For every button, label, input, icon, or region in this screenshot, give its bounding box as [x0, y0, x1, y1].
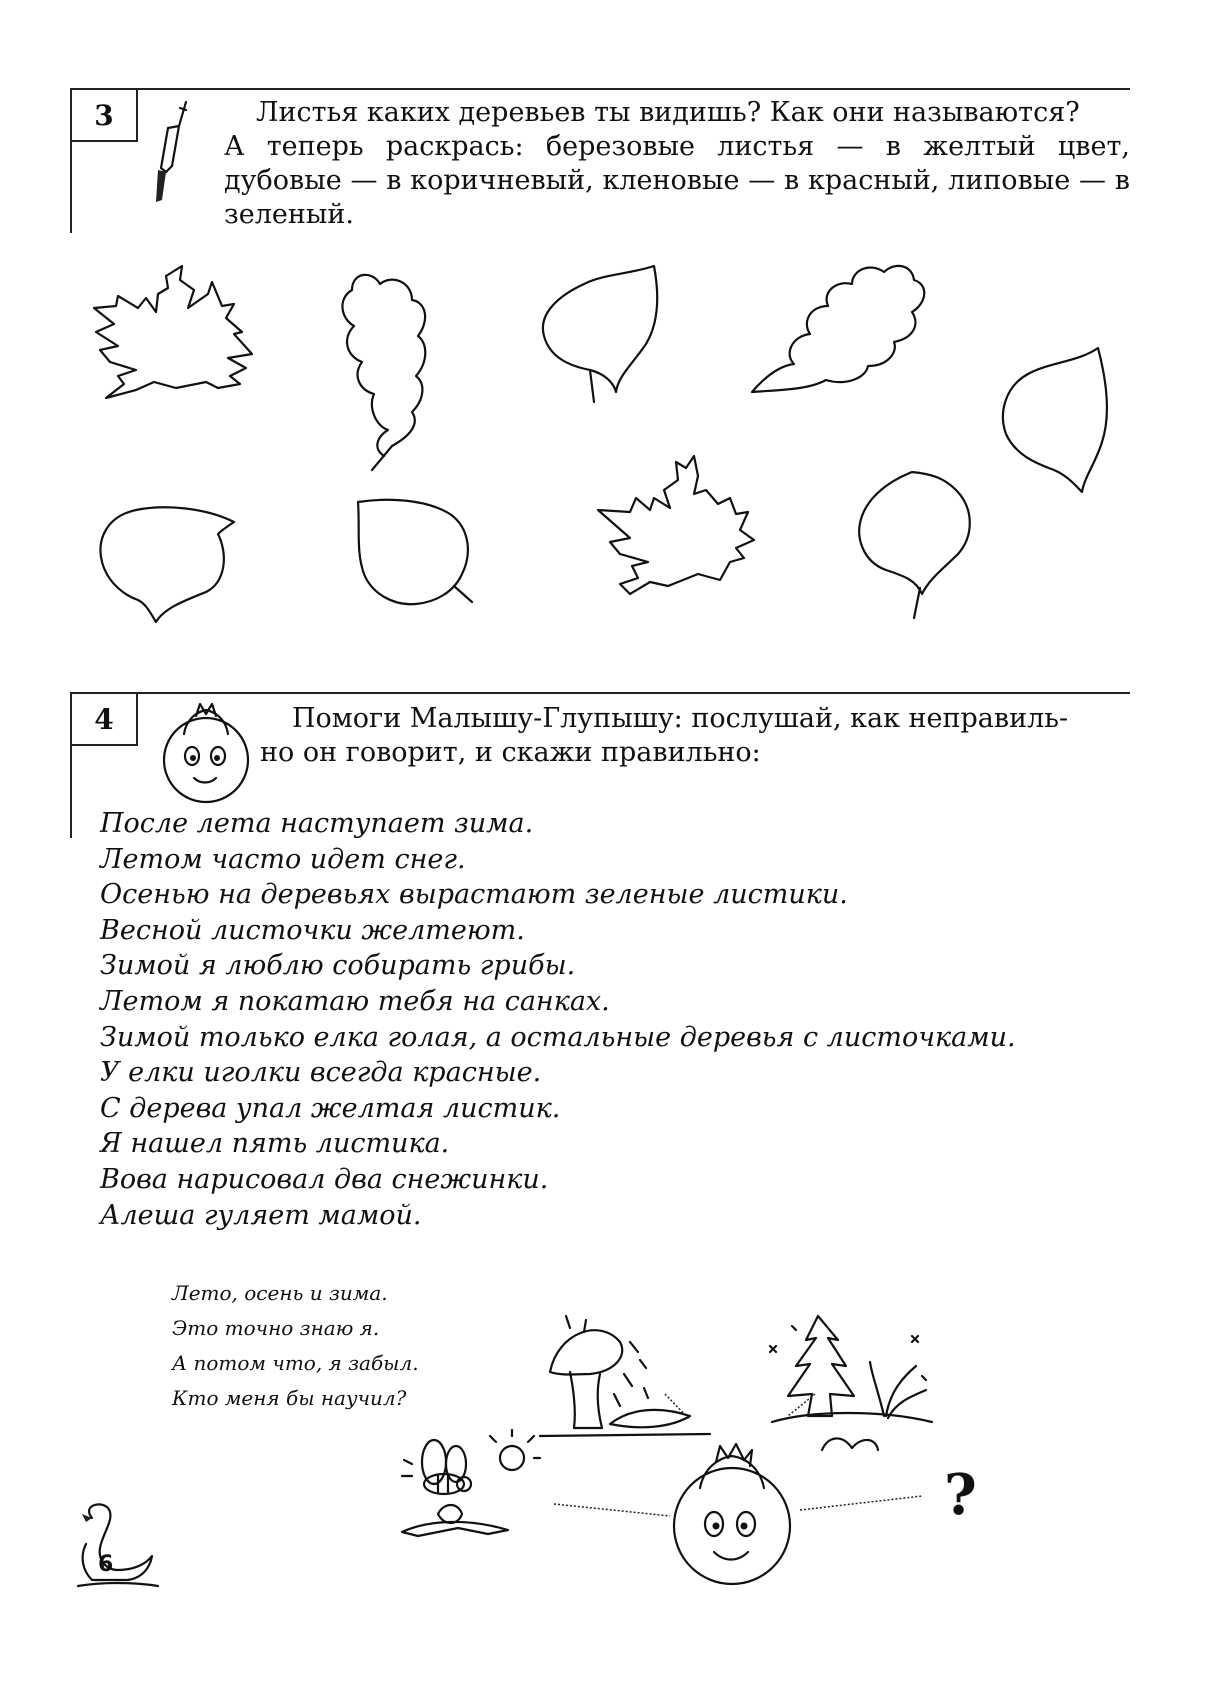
task4-instruction-first: Помоги Малышу-Глупышу: послушай, как неправиль- — [292, 703, 1069, 734]
maple-leaf-2 — [590, 454, 760, 614]
task3-rest: А теперь раскрась: березовые листья — в желтый цвет, дубовые — в коричневый, кленовые — в красный, липовые — в зеленый. — [224, 131, 1130, 230]
paintbrush-icon — [142, 98, 192, 208]
birch-leaf-1 — [534, 262, 664, 402]
oak-leaf-1 — [332, 260, 452, 470]
task3-instruction — [224, 96, 1130, 232]
poem-line: А потом что, я забыл. — [172, 1351, 419, 1375]
question-mark: ? — [944, 1462, 977, 1528]
wrong-sentences-list — [100, 806, 1016, 1233]
list-item: Весной листочки желтеют. — [100, 914, 525, 946]
task4-instruction — [260, 702, 1130, 770]
maple-leaf-1 — [88, 258, 258, 408]
task3-top-rule — [70, 88, 1130, 90]
list-item: У елки иголки всегда красные. — [100, 1057, 542, 1089]
oak-leaf-2 — [748, 262, 938, 402]
birch-leaf-3 — [852, 470, 982, 620]
poem-line: Кто меня бы научил? — [172, 1386, 407, 1410]
summer-bee-picture — [398, 1422, 538, 1542]
task3-number: 3 — [70, 88, 138, 142]
poem — [172, 1276, 419, 1416]
birch-leaf-2 — [998, 346, 1118, 496]
list-item: Летом я покатаю тебя на санках. — [100, 985, 610, 1017]
linden-leaf-2 — [354, 498, 484, 608]
page-number: 6 — [98, 1552, 114, 1577]
list-item: Я нашел пять листика. — [100, 1128, 450, 1160]
list-item: Зимой я люблю собирать грибы. — [100, 950, 576, 982]
task4-number: 4 — [70, 692, 138, 746]
list-item: Вова нарисовал два снежинки. — [100, 1163, 549, 1195]
list-item: Алеша гуляет мамой. — [100, 1199, 422, 1231]
swan-icon — [72, 1500, 162, 1590]
task4-instruction-second: но он говорит, и скажи правильно: — [260, 737, 761, 768]
list-item: С дерева упал желтая листик. — [100, 1092, 561, 1124]
malysh-glupysh-character — [662, 1440, 802, 1590]
list-item: Зимой только елка голая, а остальные деревья с листочками. — [100, 1021, 1016, 1053]
linden-leaf-1 — [96, 504, 246, 624]
malysh-face-icon — [156, 700, 256, 810]
list-item: Летом часто идет снег. — [100, 843, 466, 875]
task4-top-rule — [70, 692, 1130, 694]
list-item: Осенью на деревьях вырастают зеленые листики. — [100, 879, 848, 911]
list-item: После лета наступает зима. — [100, 808, 534, 839]
poem-line: Лето, осень и зима. — [172, 1281, 388, 1305]
task3-line1: Листья каких деревьев ты видишь? Как они называются? — [256, 97, 1080, 128]
poem-line: Это точно знаю я. — [172, 1316, 380, 1340]
